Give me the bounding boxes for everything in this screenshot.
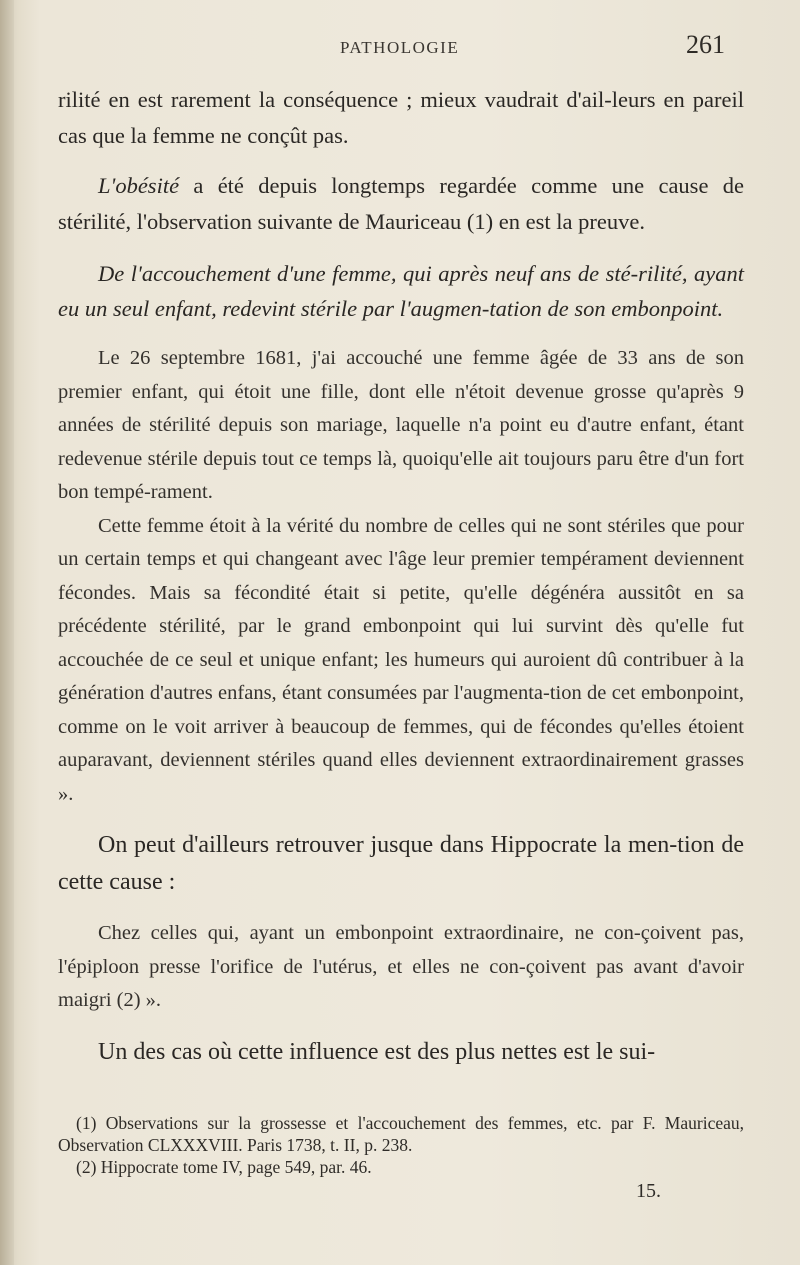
paragraph-obesity (58, 168, 744, 240)
quote-paragraph-1: Le 26 septembre 1681, j'ai accouché une femme âgée de 33 ans de son premier enfant, qui étoit une fille, dont elle n'étoit devenue grosse qu'après 9 années de stérilité depuis son mariage, laquelle n'a point eu d'autre enfant, étant redevenue stérile depuis tout ce temps là, quoiqu'elle ait toujours paru être d'un fort bon tempé-rament. (58, 347, 744, 503)
running-head: PATHOLOGIE (340, 38, 460, 57)
paragraph-obesity-text: a été depuis longtemps regardée comme une cause de stérilité, l'observation suivante de Mauriceau (1) en est la preuve. (58, 173, 744, 234)
obesity-term: L'obésité (98, 173, 180, 198)
footnotes (58, 1112, 744, 1178)
observation-quote (58, 342, 744, 811)
quote-paragraph-3: Chez celles qui, ayant un embonpoint extraordinaire, ne con-çoivent pas, l'épiploon presse l'orifice de l'utérus, et elles ne con-çoivent pas avant d'avoir maigri (2) ». (58, 922, 744, 1011)
page-binding-edge (0, 0, 14, 1265)
paragraph-closing: Un des cas où cette influence est des plus nettes est le sui- (98, 1038, 656, 1065)
paragraph-hippocrate: On peut d'ailleurs retrouver jusque dans Hippocrate la men-tion de cette cause : (58, 832, 744, 895)
page-header (0, 30, 800, 70)
observation-title: De l'accouchement d'une femme, qui après neuf ans de sté-rilité, ayant eu un seul enfant, redevint stérile par l'augmen-tation de son embonpoint. (58, 261, 744, 321)
paragraph-continuation: rilité en est rarement la conséquence ; mieux vaudrait d'ail-leurs en pareil cas que la femme ne conçût pas. (58, 87, 744, 148)
page-number: 261 (686, 30, 725, 59)
body-text (58, 82, 744, 1071)
signature-mark: 15. (636, 1180, 661, 1202)
footnote-1: (1) Observations sur la grossesse et l'accouchement des femmes, etc. par F. Mauriceau, Observation CLXXXVIII. Paris 1738, t. II, p. 238. (58, 1113, 744, 1155)
hippocrate-quote (58, 917, 744, 1018)
quote-paragraph-2: Cette femme étoit à la vérité du nombre de celles qui ne sont stériles que pour un certain temps et qui changeant avec l'âge leur premier tempérament deviennent fécondes. Mais sa fécondité était si petite, qu'elle dégénéra aussitôt en sa précédente stérilité, par le grand embonpoint qui lui survint dès qu'elle fut accouchée de ce seul et unique enfant; les humeurs qui auroient dû contribuer à la génération d'autres enfans, étant consumées par l'augmenta-tion de cet embonpoint, comme on le voit arriver à beaucoup de femmes, qui de fécondes qu'elles étoient auparavant, deviennent stériles quand elles deviennent extraordinairement grasses ». (58, 514, 744, 805)
footnote-2: (2) Hippocrate tome IV, page 549, par. 46. (76, 1157, 372, 1177)
